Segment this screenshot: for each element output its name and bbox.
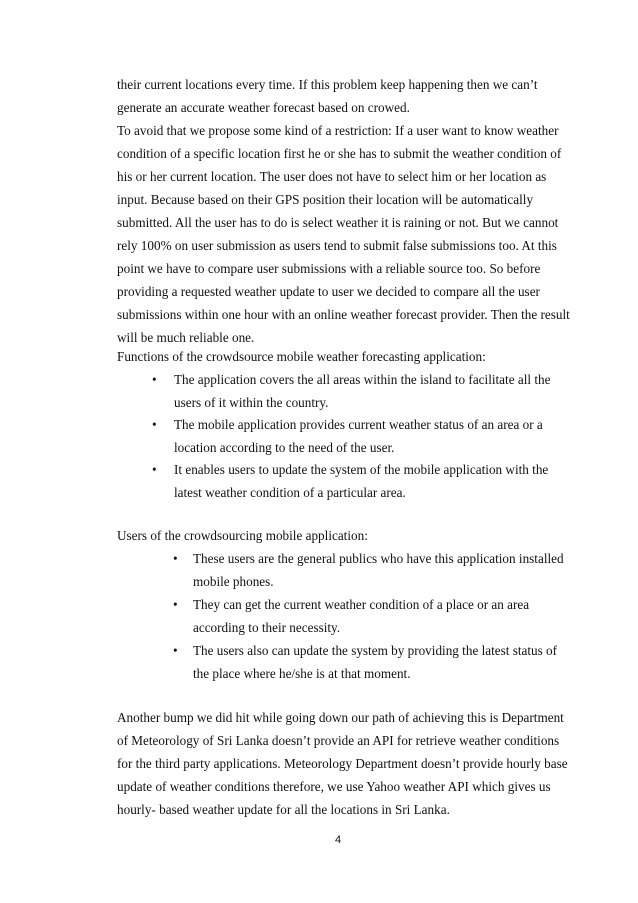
paragraph-line: submitted. All the user has to do is select weather it is raining or not. But we cannot xyxy=(117,215,559,230)
paragraph-line: his or her current location. The user does not have to select him or her location as xyxy=(117,169,547,184)
users-heading: Users of the crowdsourcing mobile application: xyxy=(117,528,368,543)
paragraph-line: their current locations every time. If this problem keep happening then we can’t xyxy=(117,77,538,92)
page-number: 4 xyxy=(335,834,342,846)
list-item-line: users of it within the country. xyxy=(174,395,329,410)
bullet-icon: • xyxy=(173,597,178,612)
list-item-line: The application covers the all areas within the island to facilitate all the xyxy=(174,372,551,387)
paragraph-line: submissions within one hour with an online weather forecast provider. Then the result xyxy=(117,307,570,322)
paragraph-line: hourly- based weather update for all the locations in Sri Lanka. xyxy=(117,802,450,817)
bullet-icon: • xyxy=(173,643,178,658)
list-item-line: These users are the general publics who have this application installed xyxy=(193,551,564,566)
paragraph-line: will be much reliable one. xyxy=(117,330,255,345)
paragraph-line: condition of a specific location first he or she has to submit the weather condition of xyxy=(117,146,562,161)
paragraph-line: providing a requested weather update to user we decided to compare all the user xyxy=(117,284,540,299)
list-item-line: according to their necessity. xyxy=(193,620,341,635)
list-item-line: location according to the need of the user. xyxy=(174,440,395,455)
paragraph-line: rely 100% on user submission as users tend to submit false submissions too. At this xyxy=(117,238,557,253)
paragraph-line: To avoid that we propose some kind of a restriction: If a user want to know weather xyxy=(117,123,559,138)
paragraph-line: point we have to compare user submissions with a reliable source too. So before xyxy=(117,261,541,276)
bullet-icon: • xyxy=(152,372,157,387)
bullet-icon: • xyxy=(152,417,157,432)
paragraph-line: update of weather conditions therefore, we use Yahoo weather API which gives us xyxy=(117,779,551,794)
bullet-icon: • xyxy=(152,462,157,477)
paragraph-line: Another bump we did hit while going down our path of achieving this is Department xyxy=(117,710,564,725)
list-item-line: latest weather condition of a particular area. xyxy=(174,485,406,500)
paragraph-line: for the third party applications. Meteorology Department doesn’t provide hourly base xyxy=(117,756,568,771)
paragraph-line: of Meteorology of Sri Lanka doesn’t provide an API for retrieve weather conditions xyxy=(117,733,560,748)
list-item-line: The users also can update the system by providing the latest status of xyxy=(193,643,558,658)
functions-heading: Functions of the crowdsource mobile weather forecasting application: xyxy=(117,349,486,364)
list-item-line: It enables users to update the system of the mobile application with the xyxy=(174,462,549,477)
paragraph-line: input. Because based on their GPS position their location will be automatically xyxy=(117,192,534,207)
list-item-line: The mobile application provides current weather status of an area or a xyxy=(174,417,543,432)
list-item-line: They can get the current weather condition of a place or an area xyxy=(193,597,530,612)
list-item-line: the place where he/she is at that moment. xyxy=(193,666,411,681)
paragraph-line: generate an accurate weather forecast based on crowed. xyxy=(117,100,410,115)
bullet-icon: • xyxy=(173,551,178,566)
list-item-line: mobile phones. xyxy=(193,574,274,589)
